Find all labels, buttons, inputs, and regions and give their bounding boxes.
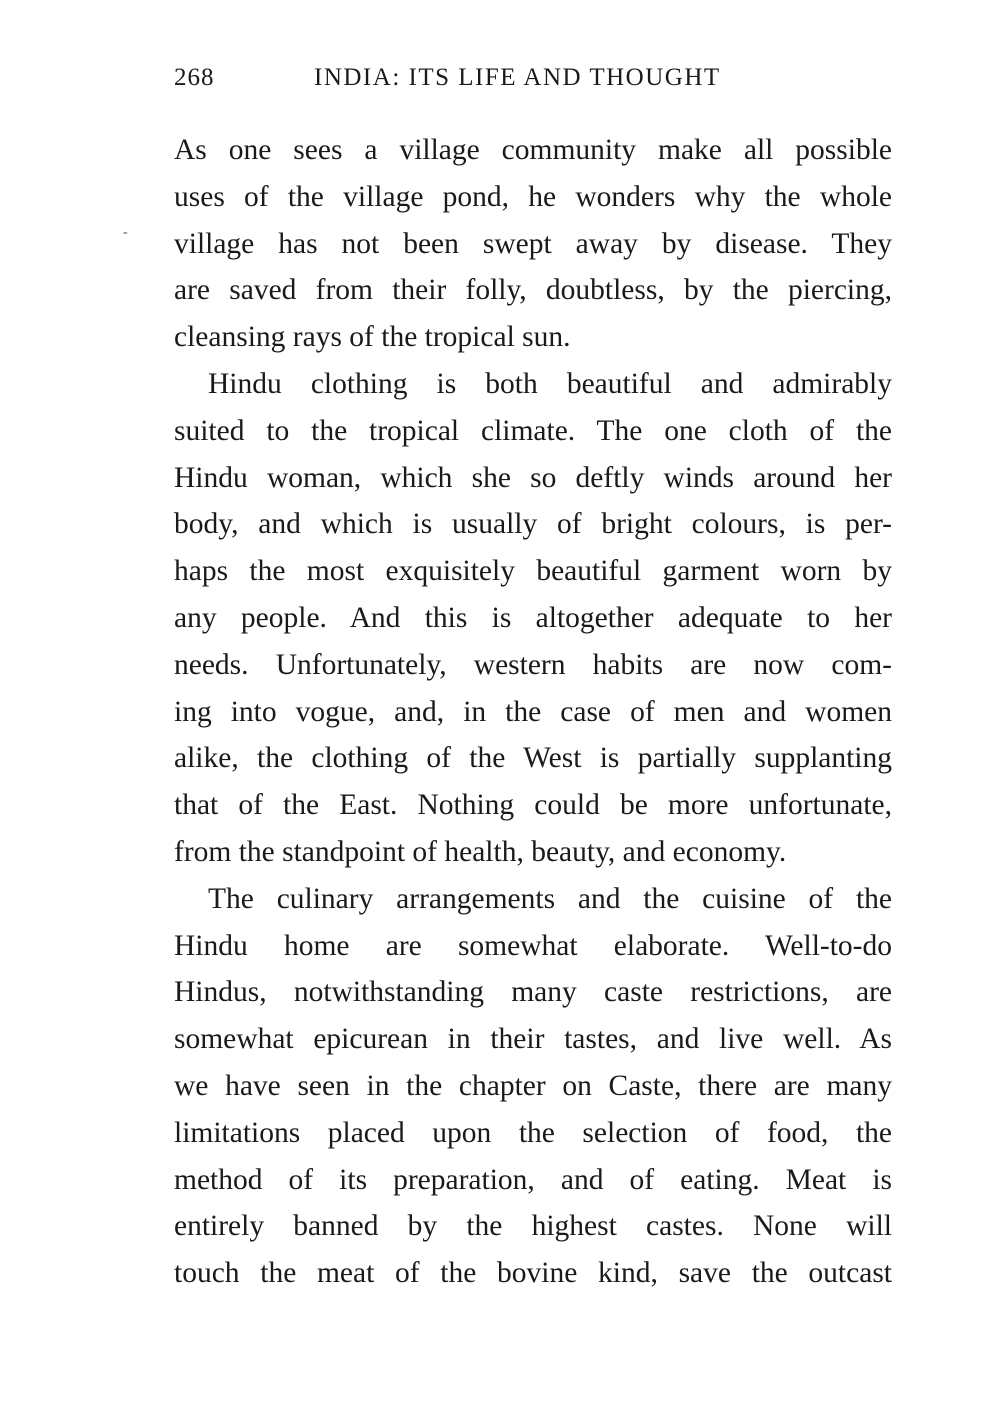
page-number: 268 [174, 64, 215, 91]
text-line: somewhat epicurean in their tastes, and live well. As [174, 1023, 892, 1056]
text-line: The culinary arrangements and the cuisine of the [208, 882, 892, 915]
text-line: Hindu woman, which she so deftly winds around her [174, 461, 892, 494]
text-line: entirely banned by the highest castes. None will [174, 1210, 892, 1243]
text-line: suited to the tropical climate. The one cloth of the [174, 414, 892, 447]
text-line: limitations placed upon the selection of food, the [174, 1116, 892, 1149]
body-text [174, 127, 892, 1297]
text-line: haps the most exquisitely beautiful garment worn by [174, 555, 892, 588]
text-line: village has not been swept away by disease. They [174, 227, 892, 260]
text-line: uses of the village pond, he wonders why the whole [174, 180, 892, 213]
paragraph-2 [174, 361, 892, 876]
text-line: cleansing rays of the tropical sun. [174, 321, 571, 354]
page-header [174, 64, 892, 100]
text-line: ing into vogue, and, in the case of men and women [174, 695, 892, 728]
text-line: Hindu clothing is both beautiful and admirably [208, 367, 892, 400]
text-line: are saved from their folly, doubtless, by the piercing, [174, 274, 892, 307]
text-line: As one sees a village community make all possible [174, 134, 892, 166]
text-line: needs. Unfortunately, western habits are now com- [174, 648, 892, 681]
paragraph-3 [174, 876, 892, 1297]
text-line: Hindu home are somewhat elaborate. Well-to-do [174, 929, 892, 962]
text-line: body, and which is usually of bright colours, is per- [174, 508, 892, 541]
text-line: method of its preparation, and of eating. Meat is [174, 1163, 892, 1196]
running-title: INDIA: ITS LIFE AND THOUGHT [314, 64, 721, 91]
paragraph-1 [174, 127, 892, 361]
margin-mark-decoration: - [123, 225, 128, 240]
text-line: Hindus, notwithstanding many caste restrictions, are [174, 976, 892, 1009]
text-line: we have seen in the chapter on Caste, there are many [174, 1069, 892, 1102]
text-line: any people. And this is altogether adequate to her [174, 601, 892, 634]
text-line: that of the East. Nothing could be more unfortunate, [174, 789, 892, 822]
text-line: alike, the clothing of the West is partially supplanting [174, 742, 892, 775]
text-line: touch the meat of the bovine kind, save the outcast [174, 1257, 892, 1290]
text-line: from the standpoint of health, beauty, and economy. [174, 835, 787, 868]
